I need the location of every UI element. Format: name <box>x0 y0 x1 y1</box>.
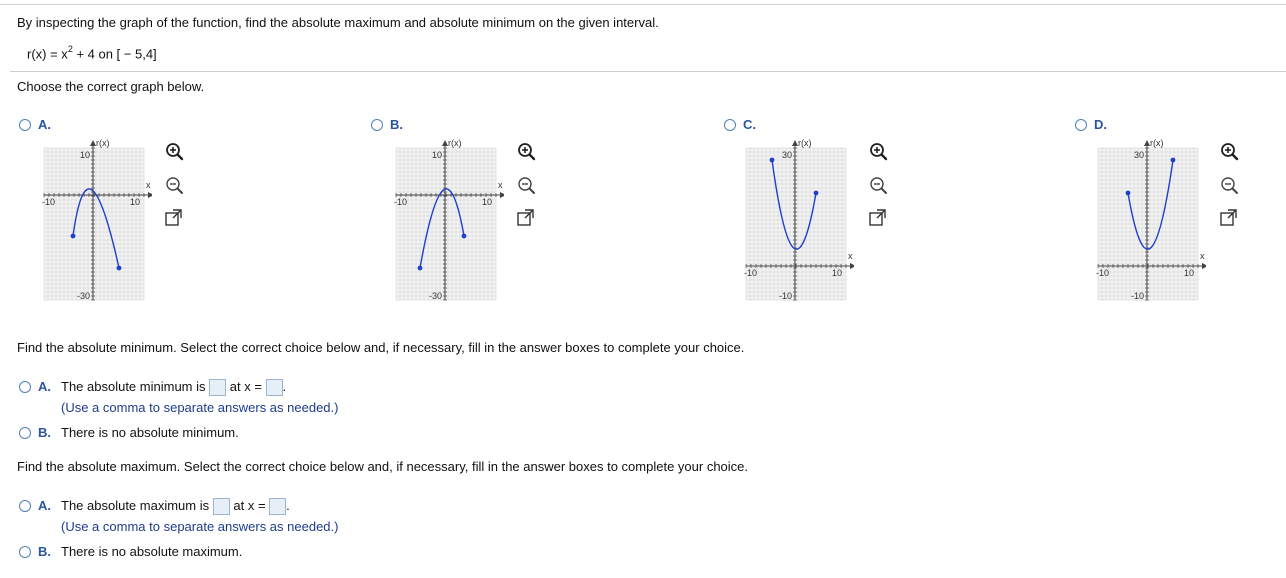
minimum-option-b-letter: B. <box>38 425 51 440</box>
graph-option-radio[interactable] <box>724 119 736 131</box>
x-tick-right: 10 <box>832 268 843 278</box>
y-tick-bottom: -30 <box>428 291 442 301</box>
minimum-x-input[interactable] <box>266 379 283 396</box>
maximum-option-a-letter: A. <box>38 498 51 513</box>
function-suffix: + 4 on [ − 5,4] <box>72 46 157 62</box>
maximum-option-a-text: The absolute maximum is <box>61 498 210 513</box>
choose-graph-instruction: Choose the correct graph below. <box>17 79 205 94</box>
x-tick-left: -10 <box>1096 268 1110 278</box>
curve-endpoint-left <box>770 158 775 163</box>
graph-b <box>388 138 504 304</box>
x-tick-right: 10 <box>482 197 493 207</box>
popout-icon[interactable] <box>867 207 889 229</box>
minimum-option-a-at: at x = <box>229 379 262 394</box>
x-axis-label: x <box>498 180 503 190</box>
curve-endpoint-right <box>117 266 122 271</box>
y-tick-bottom: -10 <box>778 291 792 301</box>
function-exponent: 2 <box>67 44 73 54</box>
graph-option-letter: A. <box>38 117 51 132</box>
y-tick-top: 30 <box>1133 150 1144 160</box>
y-tick-top: 10 <box>79 150 90 160</box>
minimum-option-a-hint: (Use a comma to separate answers as needed.) <box>61 400 339 415</box>
maximum-option-a-radio[interactable] <box>19 500 31 512</box>
zoom-in-icon[interactable] <box>1218 140 1240 162</box>
maximum-option-b-radio[interactable] <box>19 546 31 558</box>
graph-d <box>1090 138 1206 304</box>
zoom-out-icon[interactable] <box>515 174 537 196</box>
function-expression <box>27 45 157 61</box>
zoom-in-icon[interactable] <box>163 140 185 162</box>
x-tick-right: 10 <box>130 197 141 207</box>
maximum-option-a-hint: (Use a comma to separate answers as needed.) <box>61 519 339 534</box>
maximum-option-b-letter: B. <box>38 544 51 559</box>
graph-option-radio[interactable] <box>19 119 31 131</box>
x-tick-left: -10 <box>42 197 56 207</box>
graph-option-letter: C. <box>743 117 756 132</box>
zoom-in-icon[interactable] <box>515 140 537 162</box>
minimum-option-b-radio[interactable] <box>19 427 31 439</box>
curve-endpoint-left <box>71 234 76 239</box>
function-prefix: r(x) = x <box>27 46 68 62</box>
y-tick-bottom: -10 <box>1130 291 1144 301</box>
y-axis-label: r(x) <box>1150 138 1164 148</box>
minimum-option-a-content <box>61 379 286 396</box>
maximum-option-a-at: at x = <box>233 498 266 513</box>
x-axis-label: x <box>1200 251 1205 261</box>
maximum-option-b-text: There is no absolute maximum. <box>61 544 243 559</box>
zoom-out-icon[interactable] <box>1218 174 1240 196</box>
minimum-option-a-radio[interactable] <box>19 381 31 393</box>
curve-endpoint-left <box>418 266 423 271</box>
minimum-option-a-end: . <box>282 379 287 394</box>
x-axis-label: x <box>146 180 151 190</box>
x-axis-arrow <box>148 192 152 198</box>
x-axis-arrow <box>500 192 504 198</box>
x-tick-left: -10 <box>394 197 408 207</box>
maximum-x-input[interactable] <box>269 498 286 515</box>
curve-endpoint-left <box>1126 191 1131 196</box>
x-axis-arrow <box>850 263 854 269</box>
minimum-instruction: Find the absolute minimum. Select the correct choice below and, if necessary, fill in the answer boxes to complete your choice. <box>17 340 745 355</box>
y-tick-bottom: -30 <box>76 291 90 301</box>
top-divider <box>0 4 1286 5</box>
popout-icon[interactable] <box>163 207 185 229</box>
graph-option-letter: B. <box>390 117 403 132</box>
zoom-out-icon[interactable] <box>163 174 185 196</box>
section-divider <box>10 71 1286 72</box>
y-axis-label: r(x) <box>448 138 462 148</box>
graph-c <box>738 138 854 304</box>
y-tick-top: 10 <box>431 150 442 160</box>
question-prompt: By inspecting the graph of the function, find the absolute maximum and absolute minimum on the given interval. <box>17 15 659 30</box>
popout-icon[interactable] <box>515 207 537 229</box>
x-tick-left: -10 <box>744 268 758 278</box>
popout-icon[interactable] <box>1218 207 1240 229</box>
curve-endpoint-right <box>1171 158 1176 163</box>
maximum-value-input[interactable] <box>213 498 230 515</box>
maximum-option-a-end: . <box>286 498 290 513</box>
minimum-option-a-letter: A. <box>38 379 51 394</box>
curve-endpoint-right <box>814 191 819 196</box>
x-axis-label: x <box>848 251 853 261</box>
minimum-value-input[interactable] <box>209 379 226 396</box>
x-axis-arrow <box>1202 263 1206 269</box>
y-tick-top: 30 <box>781 150 792 160</box>
maximum-option-a-content <box>61 498 290 515</box>
minimum-option-a-text: The absolute minimum is <box>61 379 206 394</box>
maximum-instruction: Find the absolute maximum. Select the correct choice below and, if necessary, fill in the answer boxes to complete your choice. <box>17 459 749 474</box>
minimum-option-b-text: There is no absolute minimum. <box>61 425 239 440</box>
graph-option-letter: D. <box>1094 117 1107 132</box>
zoom-out-icon[interactable] <box>867 174 889 196</box>
y-axis-label: r(x) <box>798 138 812 148</box>
x-tick-right: 10 <box>1184 268 1195 278</box>
y-axis-label: r(x) <box>96 138 110 148</box>
curve-endpoint-right <box>462 234 467 239</box>
graph-option-radio[interactable] <box>371 119 383 131</box>
zoom-in-icon[interactable] <box>867 140 889 162</box>
graph-option-radio[interactable] <box>1075 119 1087 131</box>
graph-a <box>36 138 152 304</box>
